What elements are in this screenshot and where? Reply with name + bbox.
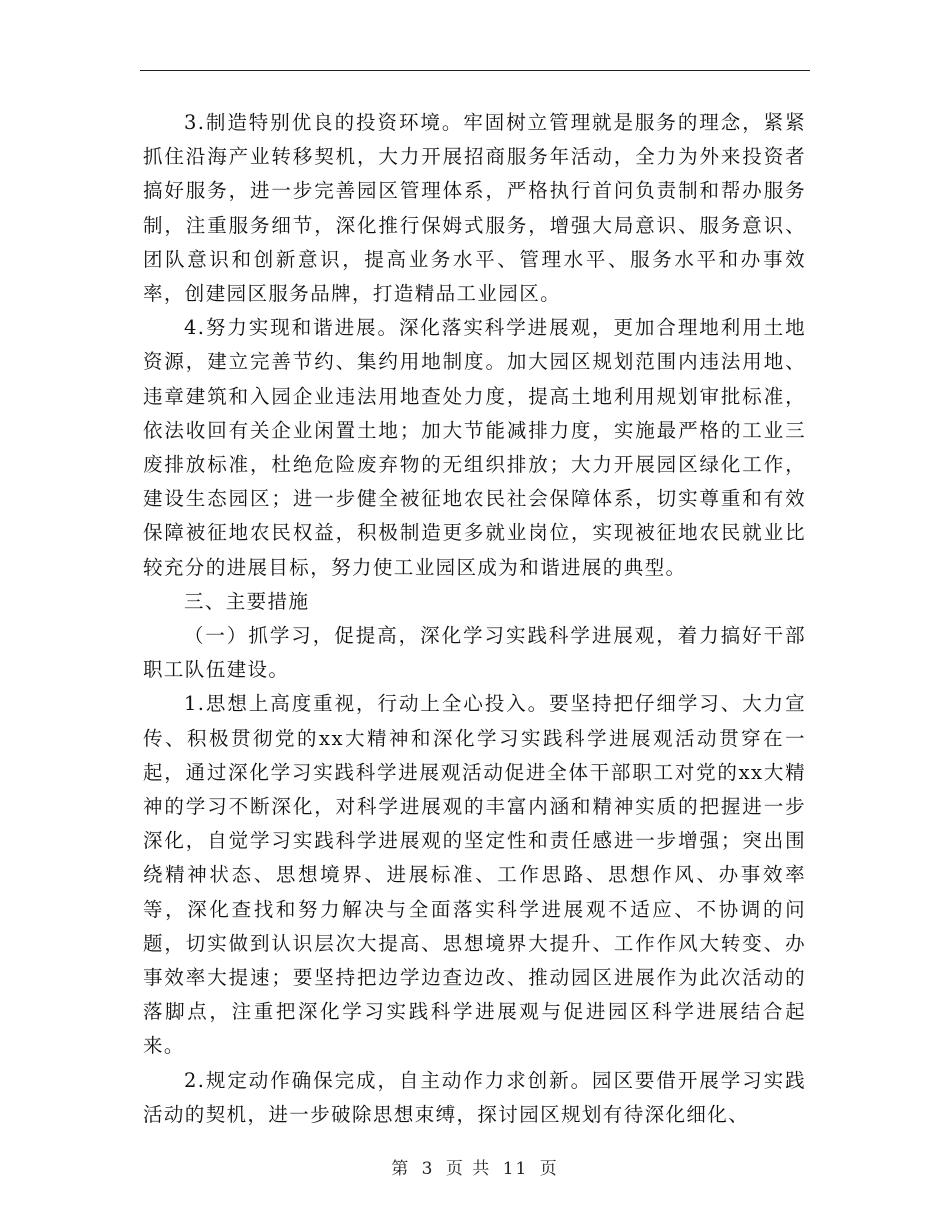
paragraph-harmonious-development: 4.努力实现和谐进展。深化落实科学进展观，更加合理地利用土地资源，建立完善节约、集约用地制度。加大园区规划范围内违法用地、违章建筑和入园企业违法用地查处力度，提高土地利用规划审批标准，依法收回有关企业闲置土地；加大节能减排力度，实施最严格的工业三废排放标准，杜绝危险废弃物的无组织排放；大力开展园区绿化工作，建设生态园区；进一步健全被征地农民社会保障体系，切实尊重和有效保障被征地农民权益，积极制造更多就业岗位，实现被征地农民就业比较充分的进展目标，努力使工业园区成为和谐进展的典型。 bbox=[143, 316, 806, 579]
section-heading-main-measures: 三、主要措施 bbox=[183, 589, 310, 613]
header-rule bbox=[140, 70, 810, 71]
footer-middle: 页 共 bbox=[445, 1159, 492, 1179]
paragraph-study-subheading: （一）抓学习，促提高，深化学习实践科学进展观，着力搞好干部职工队伍建设。 bbox=[143, 624, 806, 682]
paragraph-investment-environment: 3.制造特别优良的投资环境。牢固树立管理就是服务的理念，紧紧抓住沿海产业转移契机，大力开展招商服务年活动，全力为外来投资者搞好服务，进一步完善园区管理体系，严格执行首问负责制和帮办服务制，注重服务细节，深化推行保姆式服务，增强大局意识、服务意识、团队意识和创新意识，提高业务水平、管理水平、服务水平和办事效率，创建园区服务品牌，打造精品工业园区。 bbox=[143, 111, 806, 306]
paragraph-ideological-emphasis: 1.思想上高度重视，行动上全心投入。要坚持把仔细学习、大力宣传、积极贯彻党的xx大精神和深化学习实践科学进展观活动贯穿在一起，通过深化学习实践科学进展观活动促进全体干部职工对党的xx大精神的学习不断深化，对科学进展观的丰富内涵和精神实质的把握进一步深化，自觉学习实践科学进展观的坚定性和责任感进一步增强；突出围绕精神状态、思想境界、进展标准、工作思路、思想作风、办事效率等，深化查找和努力解决与全面落实科学进展观不适应、不协调的问题，切实做到认识层次大提高、思想境界大提升、工作作风大转变、办事效率大提速；要坚持把边学边查边改、推动园区进展作为此次活动的落脚点，注重把深化学习实践科学进展观与促进园区科学进展结合起来。 bbox=[143, 692, 806, 1058]
page-footer bbox=[0, 1154, 950, 1179]
footer-current-page: 3 bbox=[421, 1159, 435, 1179]
document-body bbox=[143, 106, 806, 1132]
paragraph-required-actions: 2.规定动作确保完成，自主动作力求创新。园区要借开展学习实践活动的契机，进一步破除思想束缚，探讨园区规划有待深化细化、 bbox=[143, 1068, 806, 1126]
footer-total-pages: 11 bbox=[502, 1159, 529, 1179]
footer-suffix: 页 bbox=[539, 1159, 559, 1179]
footer-prefix: 第 bbox=[391, 1159, 411, 1179]
